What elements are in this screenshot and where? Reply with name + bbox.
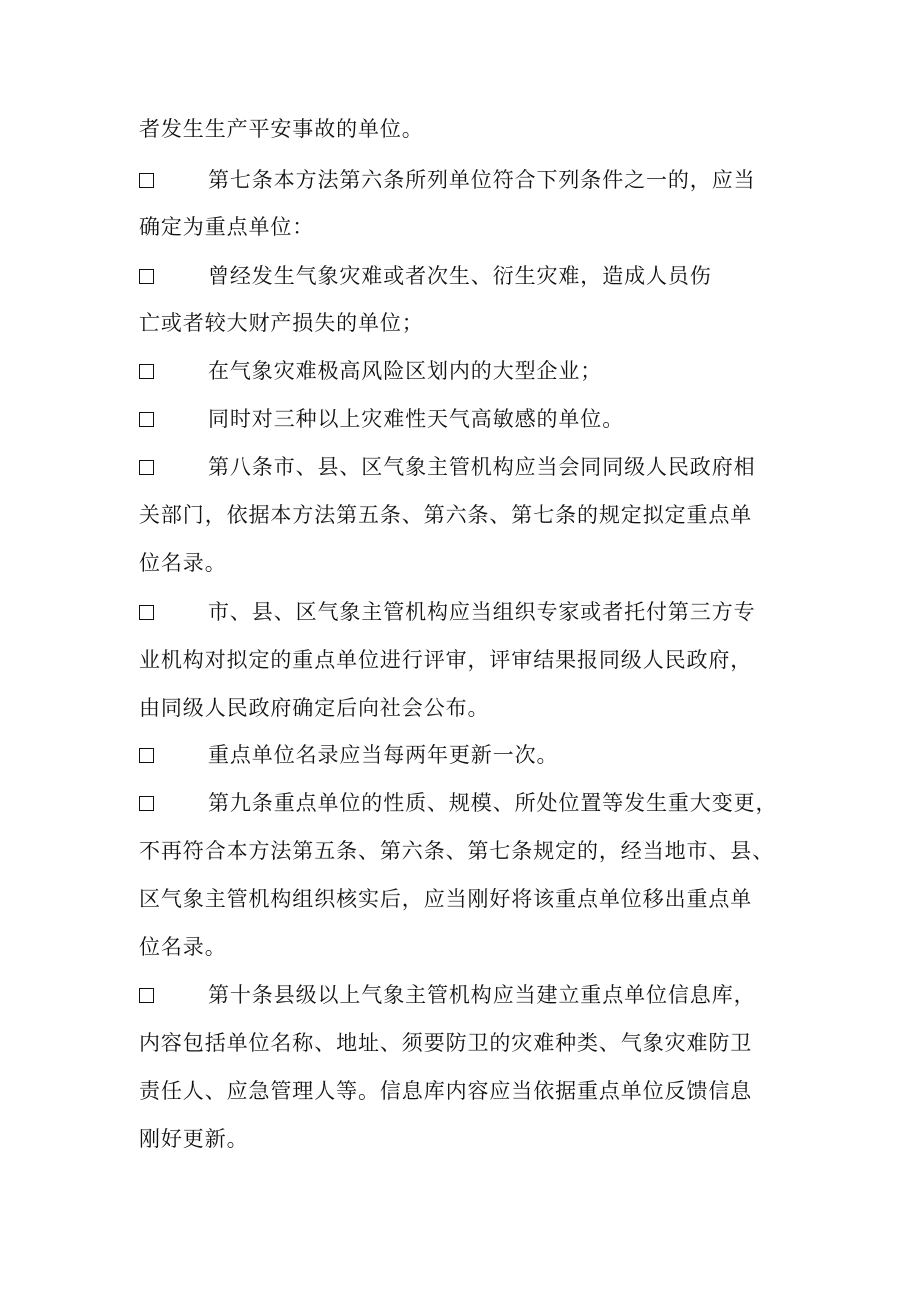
paragraph-line — [139, 356, 602, 386]
checkbox-icon — [139, 605, 154, 620]
paragraph-line — [139, 114, 424, 144]
line-text: 位名录。 — [139, 935, 227, 959]
checkbox-icon — [139, 412, 154, 427]
checkbox-icon — [139, 796, 154, 811]
line-text: 责任人、应急管理人等。信息库内容应当依据重点单位反馈信息 — [139, 1079, 753, 1103]
line-text: 在气象灾难极高风险区划内的大型企业； — [208, 359, 603, 383]
paragraph-line — [139, 693, 489, 723]
checkbox-icon — [139, 748, 154, 763]
paragraph-line — [139, 597, 756, 627]
paragraph-line — [139, 645, 752, 675]
paragraph-line — [139, 1028, 752, 1058]
checkbox-icon — [139, 269, 154, 284]
checkbox-icon — [139, 460, 154, 475]
line-text: 第八条市、县、区气象主管机构应当会同同级人民政府相 — [208, 455, 756, 479]
paragraph-line — [139, 740, 558, 770]
line-text: 第十条县级以上气象主管机构应当建立重点单位信息库， — [208, 983, 756, 1007]
paragraph-line — [139, 1124, 249, 1154]
line-text: 曾经发生气象灾难或者次生、衍生灾难，造成人员伤 — [208, 264, 712, 288]
paragraph-line — [139, 212, 314, 242]
line-text: 亡或者较大财产损失的单位； — [139, 311, 424, 335]
line-text: 刚好更新。 — [139, 1127, 249, 1151]
line-text: 由同级人民政府确定后向社会公布。 — [139, 696, 490, 720]
line-text: 内容包括单位名称、地址、须要防卫的灾难种类、气象灾难防卫 — [139, 1031, 753, 1055]
line-text: 同时对三种以上灾难性天气高敏感的单位。 — [208, 407, 625, 431]
paragraph-line — [139, 548, 227, 578]
checkbox-icon — [139, 988, 154, 1003]
line-text: 业机构对拟定的重点单位进行评审，评审结果报同级人民政府， — [139, 648, 753, 672]
line-text: 第九条重点单位的性质、规模、所处位置等发生重大变更， — [208, 791, 778, 815]
paragraph-line — [139, 836, 774, 866]
paragraph-line — [139, 165, 756, 195]
paragraph-line — [139, 1076, 752, 1106]
line-text: 市、县、区气象主管机构应当组织专家或者托付第三方专 — [208, 600, 756, 624]
paragraph-line — [139, 261, 712, 291]
paragraph-line — [139, 404, 624, 434]
paragraph-line — [139, 884, 752, 914]
line-text: 者发生生产平安事故的单位。 — [139, 117, 424, 141]
line-text: 区气象主管机构组织核实后，应当刚好将该重点单位移出重点单 — [139, 887, 753, 911]
paragraph-line — [139, 500, 752, 530]
line-text: 重点单位名录应当每两年更新一次。 — [208, 743, 559, 767]
line-text: 第七条本方法第六条所列单位符合下列条件之一的，应当 — [208, 168, 756, 192]
paragraph-line — [139, 788, 777, 818]
line-text: 确定为重点单位： — [139, 215, 315, 239]
paragraph-line — [139, 308, 424, 338]
paragraph-line — [139, 980, 756, 1010]
paragraph-line — [139, 932, 227, 962]
line-text: 关部门，依据本方法第五条、第六条、第七条的规定拟定重点单 — [139, 503, 753, 527]
checkbox-icon — [139, 173, 154, 188]
checkbox-icon — [139, 364, 154, 379]
line-text: 不再符合本方法第五条、第六条、第七条规定的，经当地市、县、 — [139, 839, 775, 863]
line-text: 位名录。 — [139, 551, 227, 575]
paragraph-line — [139, 452, 756, 482]
